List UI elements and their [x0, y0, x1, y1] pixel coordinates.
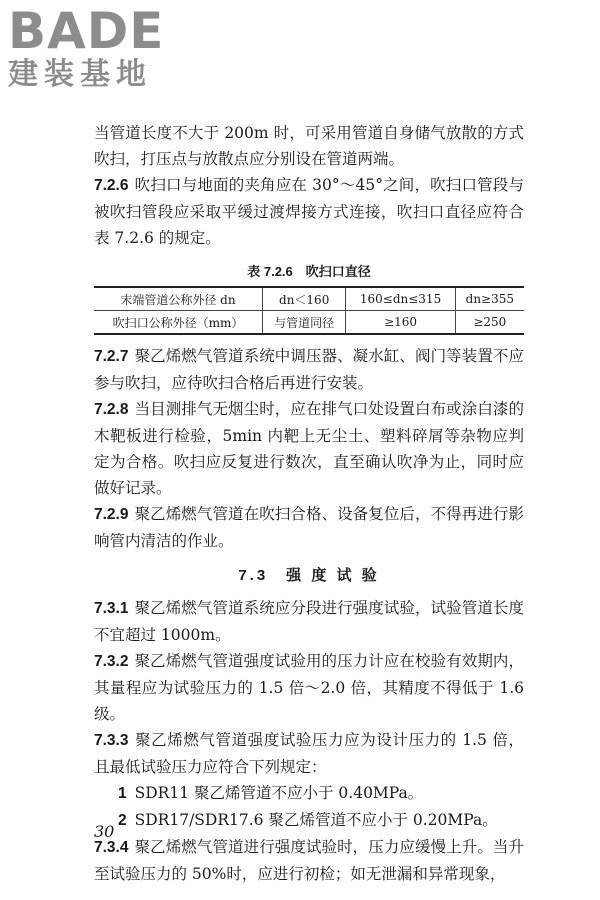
- clause-7-2-6: [94, 172, 524, 251]
- clause-number: 7.3.4: [94, 839, 129, 856]
- clause-text: 聚乙烯燃气管道在吹扫合格、设备复位后，不得再进行影响管内清洁的作业。: [94, 505, 524, 550]
- clause-number: 7.2.6: [94, 177, 129, 194]
- clause-text: 聚乙烯燃气管道系统应分段进行强度试验，试验管道长度不宜超过 1000m。: [94, 599, 524, 644]
- clause-text: 聚乙烯燃气管道系统中调压器、凝水缸、阀门等装置不应参与吹扫，应待吹扫合格后再进行安装。: [94, 347, 524, 392]
- table-cell: ≥160: [346, 311, 455, 335]
- clause-7-3-4: [94, 834, 524, 887]
- table-cell: dn＜160: [262, 287, 345, 311]
- logo-subtitle: 建装基地: [8, 57, 152, 92]
- clause-number: 7.3.3: [94, 732, 129, 749]
- page-number: 30: [94, 822, 115, 841]
- clause-7-3-3: [94, 727, 524, 780]
- clause-7-2-9: [94, 501, 524, 554]
- clause-text: 聚乙烯燃气管道强度试验用的压力计应在校验有效期内，其量程应为试验压力的 1.5 倍～2.0 倍，其精度不得低于 1.6 级。: [94, 652, 524, 723]
- table-cell: 吹扫口公称外径（mm）: [94, 311, 262, 335]
- list-number: 1: [118, 785, 127, 802]
- clause-7-3-2: [94, 648, 524, 727]
- clause-number: 7.2.9: [94, 506, 129, 523]
- list-item: [94, 780, 524, 807]
- clause-text: 聚乙烯燃气管道强度试验压力应为设计压力的 1.5 倍，且最低试验压力应符合下列规定：: [94, 731, 524, 776]
- paragraph-intro: 当管道长度不大于 200m 时，可采用管道自身储气放散的方式吹扫，打压点与放散点应分别设在管道两端。: [94, 124, 524, 168]
- page-body: [94, 120, 524, 887]
- list-number: 2: [118, 812, 127, 829]
- list-text: SDR17/SDR17.6 聚乙烯管道不应小于 0.20MPa。: [134, 811, 498, 829]
- table-caption: 表 7.2.6 吹扫口直径: [247, 264, 371, 279]
- list-item: [94, 807, 524, 834]
- clause-text: 当目测排气无烟尘时，应在排气口处设置白布或涂白漆的木靶板进行检验，5min 内靶上无尘土、塑料碎屑等杂物应判定为合格。吹扫应反复进行数次，直至确认吹净为止，同时应做好记录。: [94, 400, 524, 497]
- logo-brand: BADE: [8, 2, 165, 60]
- clause-7-2-7: [94, 343, 524, 396]
- table-cell: 与管道同径: [262, 311, 345, 335]
- logo: [8, 4, 164, 92]
- clause-7-3-1: [94, 595, 524, 648]
- clause-text: 吹扫口与地面的夹角应在 30°～45°之间，吹扫口管段与被吹扫管段应采取平缓过渡焊接方式连接，吹扫口直径应符合表 7.2.6 的规定。: [94, 176, 524, 247]
- clause-number: 7.2.8: [94, 401, 129, 418]
- table-cell: 160≤dn≤315: [346, 287, 455, 311]
- clause-number: 7.3.1: [94, 600, 129, 617]
- clause-text: 聚乙烯燃气管道进行强度试验时，压力应缓慢上升。当升至试验压力的 50%时，应进行初检；如无泄漏和异常现象，: [94, 838, 524, 883]
- table-cell: dn≥355: [455, 287, 524, 311]
- list-text: SDR11 聚乙烯管道不应小于 0.40MPa。: [134, 784, 424, 802]
- clause-7-2-8: [94, 396, 524, 501]
- clause-number: 7.3.2: [94, 653, 129, 670]
- table-row: [94, 287, 524, 311]
- clause-number: 7.2.7: [94, 348, 129, 365]
- section-heading: 7.3 强 度 试 验: [238, 567, 380, 584]
- table-cell: ≥250: [455, 311, 524, 335]
- table-cell: 末端管道公称外径 dn: [94, 287, 262, 311]
- table-row: [94, 311, 524, 335]
- purge-port-diameter-table: [94, 286, 524, 335]
